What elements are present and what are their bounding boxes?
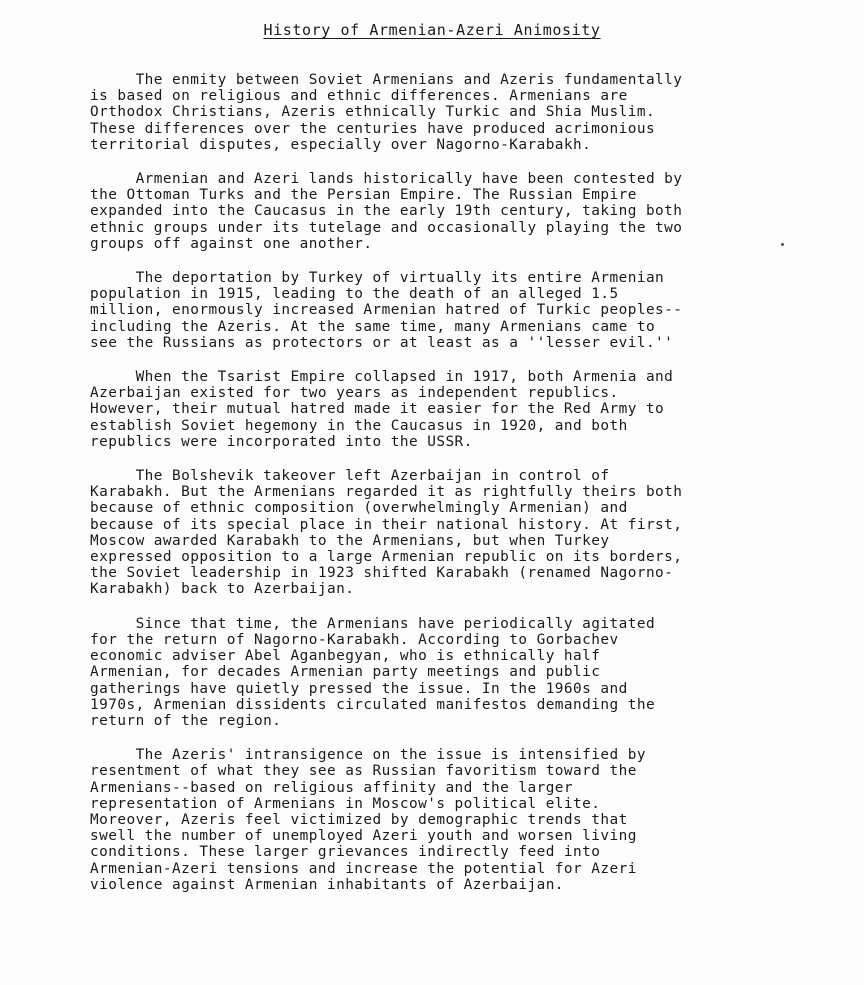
paragraph-line: territorial disputes, especially over Nagorno-Karabakh.: [90, 136, 592, 153]
paragraph-line: because of ethnic composition (overwhelmingly Armenian) and: [90, 500, 628, 517]
paragraph-line: Azerbaijan existed for two years as independent republics.: [90, 385, 619, 402]
paragraph-line: return of the region.: [90, 712, 282, 729]
paragraph: [90, 747, 770, 893]
paragraph-line: gatherings have quietly pressed the issue. In the 1960s and: [90, 680, 628, 697]
paragraph-line: Since that time, the Armenians have periodically agitated: [90, 615, 656, 632]
paragraph: [90, 72, 770, 153]
paragraph: [90, 171, 770, 252]
paragraph: [90, 616, 770, 729]
document-title-text: History of Armenian-Azeri Animosity: [263, 21, 601, 39]
paragraph-line: establish Soviet hegemony in the Caucasus in 1920, and both: [90, 417, 628, 434]
paragraph-line: the Soviet leadership in 1923 shifted Karabakh (renamed Nagorno-: [90, 565, 674, 582]
paragraph-line: 1970s, Armenian dissidents circulated manifestos demanding the: [90, 696, 656, 713]
paragraph-line: Karabakh. But the Armenians regarded it as rightfully theirs both: [90, 484, 683, 501]
paragraph: [90, 369, 770, 450]
paragraph-line: expressed opposition to a large Armenian republic on its borders,: [90, 549, 683, 566]
paragraph-line: groups off against one another.: [90, 235, 373, 252]
paragraph-line: expanded into the Caucasus in the early 19th century, taking both: [90, 203, 683, 220]
paragraph-line: for the return of Nagorno-Karabakh. According to Gorbachev: [90, 631, 619, 648]
paragraph-line: The Bolshevik takeover left Azerbaijan in control of: [90, 468, 610, 485]
document-title: [0, 20, 864, 40]
paragraph-line: The deportation by Turkey of virtually its entire Armenian: [90, 270, 665, 287]
paragraph-line: Moreover, Azeris feel victimized by demographic trends that: [90, 811, 628, 828]
paragraph-line: economic adviser Abel Aganbegyan, who is ethnically half: [90, 648, 601, 665]
paragraph-line: swell the number of unemployed Azeri youth and worsen living: [90, 828, 637, 845]
paragraph-line: The enmity between Soviet Armenians and Azeris fundamentally: [90, 72, 683, 88]
paragraph: [90, 468, 770, 598]
paragraph-line: conditions. These larger grievances indirectly feed into: [90, 844, 601, 861]
paragraph-line: see the Russians as protectors or at least as a ''lesser evil.'': [90, 334, 674, 351]
paragraph-line: Armenian-Azeri tensions and increase the potential for Azeri: [90, 860, 637, 877]
paragraph: [90, 270, 770, 351]
paragraph-line: including the Azeris. At the same time, many Armenians came to: [90, 318, 656, 335]
paragraph-line: because of its special place in their national history. At first,: [90, 516, 683, 533]
paragraph-line: is based on religious and ethnic differences. Armenians are: [90, 88, 628, 105]
document-body: [90, 72, 770, 911]
paragraph-line: However, their mutual hatred made it easier for the Red Army to: [90, 401, 665, 418]
paragraph-line: population in 1915, leading to the death of an alleged 1.5: [90, 286, 619, 303]
paragraph-line: the Ottoman Turks and the Persian Empire. The Russian Empire: [90, 187, 637, 204]
paragraph-line: Karabakh) back to Azerbaijan.: [90, 581, 355, 598]
paragraph-line: republics were incorporated into the USSR.: [90, 433, 473, 450]
paragraph-line: Armenian, for decades Armenian party meetings and public: [90, 664, 601, 681]
paragraph-line: Armenian and Azeri lands historically have been contested by: [90, 171, 683, 188]
paragraph-line: ethnic groups under its tutelage and occasionally playing the two: [90, 219, 683, 236]
paragraph-line: resentment of what they see as Russian favoritism toward the: [90, 763, 637, 780]
paragraph-line: These differences over the centuries have produced acrimonious: [90, 120, 656, 137]
paragraph-line: The Azeris' intransigence on the issue is intensified by: [90, 747, 646, 764]
paragraph-line: When the Tsarist Empire collapsed in 1917, both Armenia and: [90, 369, 674, 386]
paragraph-line: violence against Armenian inhabitants of Azerbaijan.: [90, 876, 564, 893]
paragraph-line: Moscow awarded Karabakh to the Armenians, but when Turkey: [90, 532, 610, 549]
scan-speck: [781, 243, 784, 246]
paragraph-line: million, enormously increased Armenian hatred of Turkic peoples--: [90, 302, 683, 319]
paragraph-line: Orthodox Christians, Azeris ethnically Turkic and Shia Muslim.: [90, 104, 656, 121]
paragraph-line: Armenians--based on religious affinity and the larger: [90, 779, 574, 796]
paragraph-line: representation of Armenians in Moscow's political elite.: [90, 795, 601, 812]
